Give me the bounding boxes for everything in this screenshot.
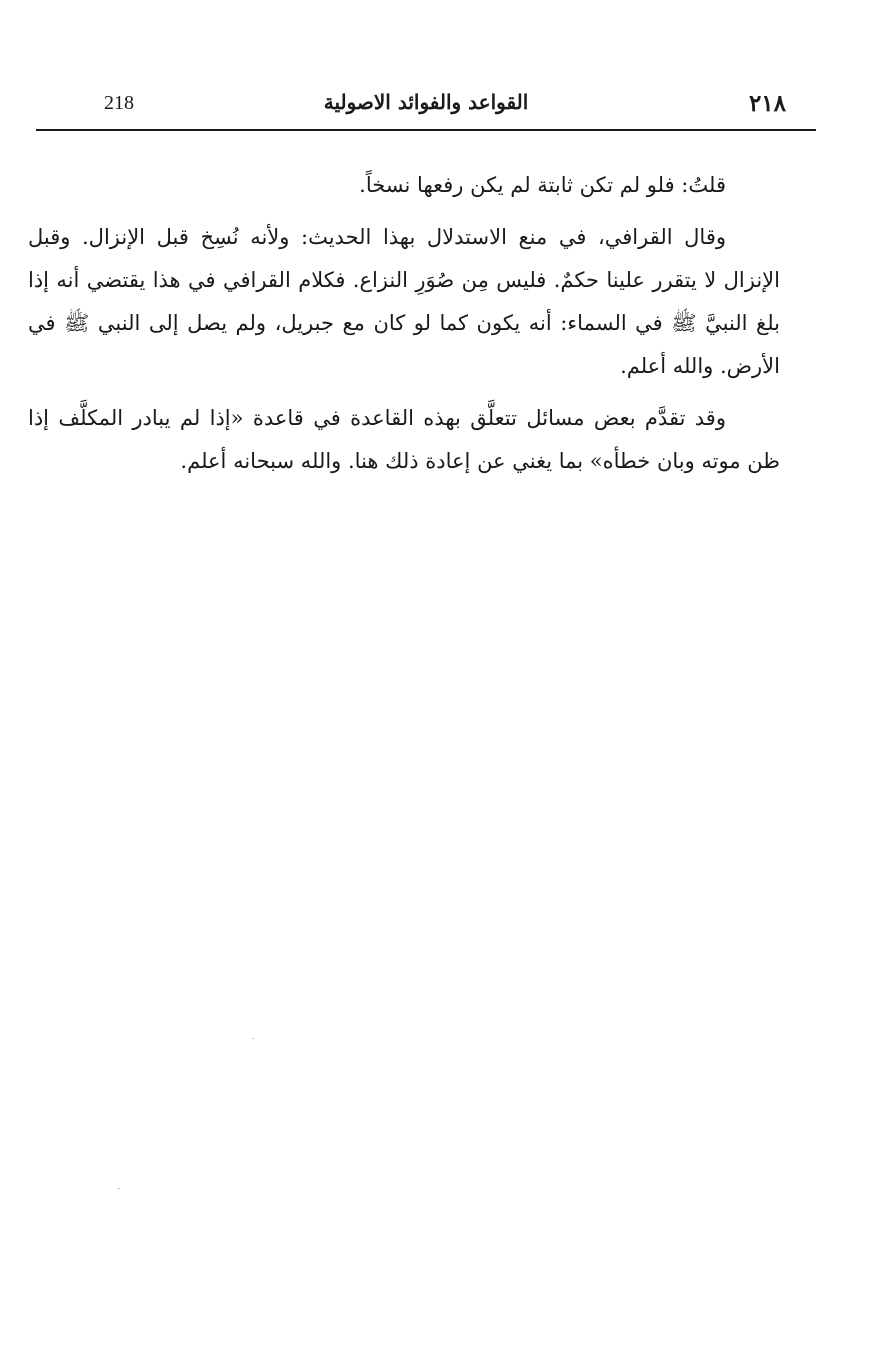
book-title: القواعد والفوائد الاصولية — [323, 90, 529, 114]
page-number-latin: 218 — [104, 92, 134, 114]
header-rule — [36, 129, 816, 131]
body-text — [28, 164, 780, 483]
running-head — [36, 88, 816, 124]
paragraph: قلتُ: فلو لم تكن ثابتة لم يكن رفعها نسخاً. — [359, 173, 726, 197]
scan-speck — [118, 1188, 120, 1189]
paragraph: وقال القرافي، في منع الاستدلال بهذا الحديث: ولأنه نُسِخ قبل الإنزال. وقبل الإنزال لا يتقرر علينا حكمٌ. فليس مِن صُوَرِ النزاع. فكلام القرافي في هذا يقتضي أنه إذا بلغ النبيَّ ﷺ في السماء: أنه يكون كما لو كان مع جبريل، ولم يصل إلى النبي ﷺ في الأرض. والله أعلم. — [28, 225, 780, 378]
page-number-arabic: ٢١٨ — [748, 90, 786, 117]
scan-speck — [252, 1038, 254, 1039]
paragraph: وقد تقدَّم بعض مسائل تتعلَّق بهذه القاعدة في قاعدة «إذا لم يبادر المكلَّف إذا ظن موته وبان خطأه» بما يغني عن إعادة ذلك هنا. والله سبحانه أعلم. — [28, 406, 780, 473]
